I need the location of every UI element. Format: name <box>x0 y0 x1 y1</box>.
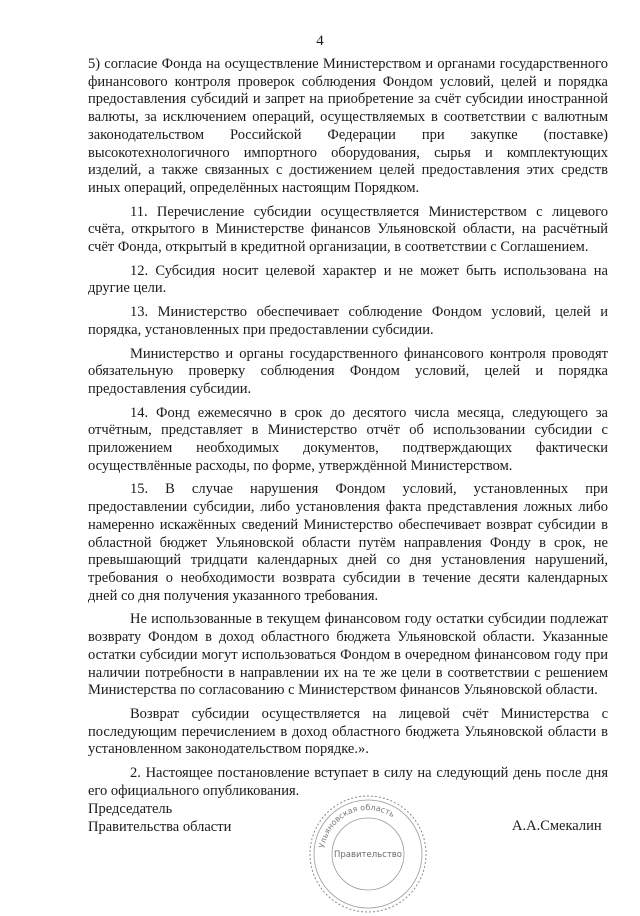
paragraph: Возврат субсидии осуществляется на лицевой счёт Министерства с последующим перечислением в доход областного бюджета Ульяновской области в установленном законодательством порядке.». <box>88 705 608 758</box>
signatory-title <box>88 800 231 836</box>
signatory-name: А.А.Смекалин <box>512 818 602 834</box>
official-seal <box>306 792 430 916</box>
paragraph: Министерство и органы государственного финансового контроля проводят обязательную проверку соблюдения Фондом условий, целей и порядка предоставления субсидии. <box>88 345 608 397</box>
signatory-title-line: Правительства области <box>88 819 232 835</box>
seal-center-text: Правительство <box>334 850 402 860</box>
document-body <box>88 56 608 806</box>
paragraph: 15. В случае нарушения Фондом условий, установленных при предоставлении субсидии, либо установления факта представления ложных либо намеренно искажённых сведений Министерство обеспечивает возврат субсидии в областной бюджет Ульяновской области путём направления Фонду в срок, не превышающий тридцати календарных дней со дня установления нарушений, требования о необходимости возврата субсидии в течение десяти календарных дней со дня получения указанного требования. <box>88 481 608 604</box>
page-number: 4 <box>316 33 324 49</box>
paragraph: 12. Субсидия носит целевой характер и не может быть использована на другие цели. <box>88 262 608 297</box>
paragraph: 11. Перечисление субсидии осуществляется Министерством с лицевого счёта, открытого в Министерстве финансов Ульяновской области, на расчётный счёт Фонда, открытый в кредитной организации, в соответствии с Соглашением. <box>88 203 608 256</box>
seal-ring-text: Ульяновская область <box>317 802 397 849</box>
paragraph: 5) согласие Фонда на осуществление Министерством и органами государственного финансового контроля проверок соблюдения Фондом условий, целей и порядка предоставления субсидий и запрет на приобретение за счёт субсидии иностранной валюты, за исключением операций, осуществляемых в соответствии с валютным законодательством Российской Федерации при закупке (поставке) высокотехнологичного импортного оборудования, сырья и комплектующих изделий, а также связанных с достижением целей предоставления этих средств иных операций, определённых настоящим Порядком. <box>88 56 608 196</box>
paragraph: Не использованные в текущем финансовом году остатки субсидии подлежат возврату Фондом в доход областного бюджета Ульяновской области. Указанные остатки субсидии могут использоваться Фондом в очередном финансовом году при наличии потребности в направлении их на те же цели в соответствии с решением Министерства по согласованию с Министерством финансов Ульяновской области. <box>88 611 608 699</box>
paragraph: 2. Настоящее постановление вступает в силу на следующий день после дня его официального опубликования. <box>88 765 608 799</box>
paragraph: 13. Министерство обеспечивает соблюдение Фондом условий, целей и порядка, установленных при предоставлении субсидии. <box>88 304 608 338</box>
signatory-title-line: Председатель <box>88 801 173 817</box>
paragraph: 14. Фонд ежемесячно в срок до десятого числа месяца, следующего за отчётным, представляет в Министерство отчёт об использовании субсидии с приложением необходимых документов, подтверждающих фактически осуществлённые расходы, по форме, утверждённой Министерством. <box>88 404 608 474</box>
